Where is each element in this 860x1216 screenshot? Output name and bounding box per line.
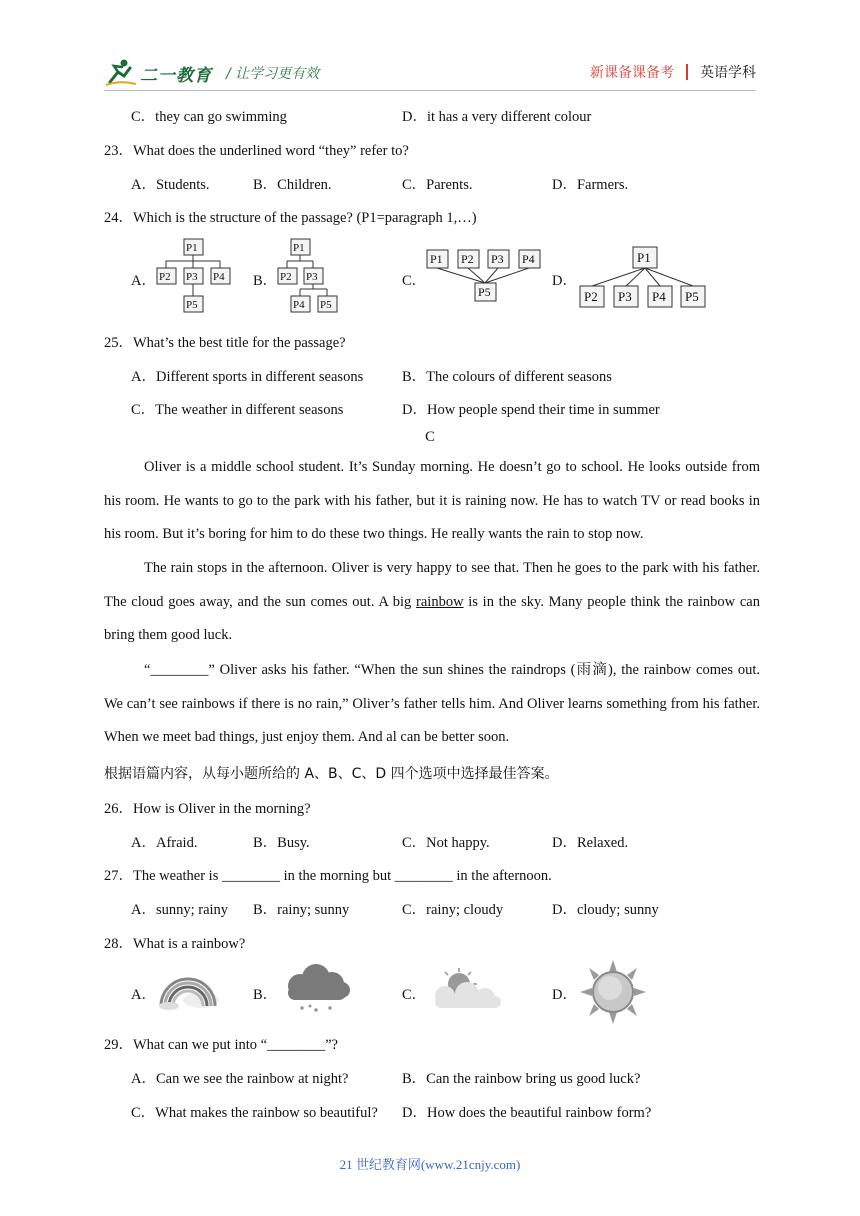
q23-option-c: C．Parents. [402,177,473,193]
structure-diagram-c [425,248,545,304]
diagram-d-p3: P3 [618,289,632,304]
passage-paragraph-3: “________” Oliver asks his father. “When the sun shines the raindrops (雨滴), the rainbow comes out. We can’t see rainbows if there is no rain,” Oliver’s father tells him. And Oliver learns something from his father. When we meet bad things, just enjoy them. And al can be better soon. [104,662,760,746]
q26-option-b: B．Busy. [253,835,310,851]
diagram-c-p2: P2 [461,252,474,266]
header-subject-label: 英语学科 [700,65,756,81]
q23-stem: 23．What does the underlined word “they” refer to? [104,143,409,159]
passage-paragraph-1: Oliver is a middle school student. It’s Sunday morning. He doesn’t go to school. He looks outside from his room. He wants to go to the park with his father, but it is raining now. He has to watch TV or read books in his room. But it’s boring for him to do these two things. He really wants the rain to stop now. [104,459,760,543]
structure-diagram-a [155,237,235,315]
diagram-b-p1: P1 [293,242,305,254]
diagram-b-p2: P2 [280,271,292,283]
q27-stem: 27．The weather is ________ in the morning but ________ in the afternoon. [104,868,552,884]
passage-paragraph-2 [104,552,760,653]
q29-option-c: C．What makes the rainbow so beautiful? [131,1105,378,1121]
diagram-a-p5: P5 [186,299,198,311]
q24-option-c: C． [402,273,427,289]
diagram-c-p1: P1 [430,252,443,266]
diagram-b-p3: P3 [306,271,318,283]
slogan: / 让学习更有效 [226,66,320,82]
q23-option-d: D．Farmers. [552,177,629,193]
diagram-a-p1: P1 [186,242,198,254]
diagram-d-p5: P5 [685,289,699,304]
q26-option-a: A．Afraid. [131,835,198,851]
footer-source: 21 世纪教育网(www.21cnjy.com) [339,1157,521,1172]
q28-stem: 28．What is a rainbow? [104,936,246,952]
q24-option-a: A． [131,273,156,289]
diagram-b-p4: P4 [293,299,305,311]
q23-option-b: B．Children. [253,177,332,193]
q27-option-b: B．rainy; sunny [253,902,350,918]
structure-diagram-d [578,245,708,309]
logo-icon [104,58,138,88]
q26-option-d: D．Relaxed. [552,835,629,851]
diagram-d-p2: P2 [584,289,598,304]
q28-option-d: D． [552,987,577,1003]
q25-option-c: C．The weather in different seasons [131,402,344,418]
q29-option-b: B．Can the rainbow bring us good luck? [402,1071,641,1087]
q27-option-a: A．sunny; rainy [131,902,229,918]
q29-option-a: A．Can we see the rainbow at night? [131,1071,349,1087]
q27-option-d: D．cloudy; sunny [552,902,659,918]
q28-option-a: A． [131,987,156,1003]
q23-option-a: A．Students. [131,177,210,193]
diagram-d-p1: P1 [637,250,651,265]
diagram-a-p3: P3 [186,271,198,283]
q29-stem: 29．What can we put into “________”? [104,1037,338,1053]
passage-p2-text-after: is in the sky. Many people think the rainbow can bring them good luck. [104,593,760,644]
diagram-c-p4: P4 [522,252,535,266]
diagram-c-p5: P5 [478,285,491,299]
rain-cloud-icon [280,962,352,1014]
header-rule [104,90,756,91]
q24-option-d: D． [552,273,577,289]
q29-option-d: D．How does the beautiful rainbow form? [402,1105,652,1121]
header-brand [104,56,319,90]
rainbow-icon [155,970,221,1010]
q25-option-d: D．How people spend their time in summer [402,402,660,418]
q22-option-d: D．it has a very different colour [402,109,592,125]
diagram-d-p4: P4 [652,289,666,304]
q25-option-a: A．Different sports in different seasons [131,369,364,385]
structure-diagram-b [276,237,340,315]
q28-option-b: B． [253,987,278,1003]
q24-stem: 24．Which is the structure of the passage? (P1=paragraph 1,…) [104,210,477,226]
header-subject [590,62,756,82]
instruction-text: 根据语篇内容，从每小题所给的 A、B、C、D 四个选项中选择最佳答案。 [104,766,559,782]
q25-stem: 25．What’s the best title for the passage? [104,335,346,351]
diagram-c-p3: P3 [491,252,504,266]
q22-option-c: C．they can go swimming [131,109,287,125]
q25-option-b: B．The colours of different seasons [402,369,612,385]
section-label: C [425,429,435,445]
header-divider [686,64,688,80]
sun-behind-cloud-icon [425,966,507,1012]
header-course-label: 新课备课备考 [590,65,674,81]
q26-stem: 26．How is Oliver in the morning? [104,801,311,817]
q27-option-c: C．rainy; cloudy [402,902,504,918]
q26-option-c: C．Not happy. [402,835,490,851]
diagram-b-p5: P5 [320,299,332,311]
q24-option-b: B． [253,273,278,289]
underlined-word-rainbow: rainbow [416,593,464,610]
logo-text: 二一教育 [140,65,212,85]
passage-p2-text-before: The rain stops in the afternoon. Oliver is very happy to see that. Then he goes to the park with his father. The cloud goes away, and the sun comes out. A big [104,560,760,610]
diagram-a-p2: P2 [159,271,171,283]
diagram-a-p4: P4 [213,271,225,283]
q28-option-c: C． [402,987,427,1003]
sun-icon [580,960,646,1024]
